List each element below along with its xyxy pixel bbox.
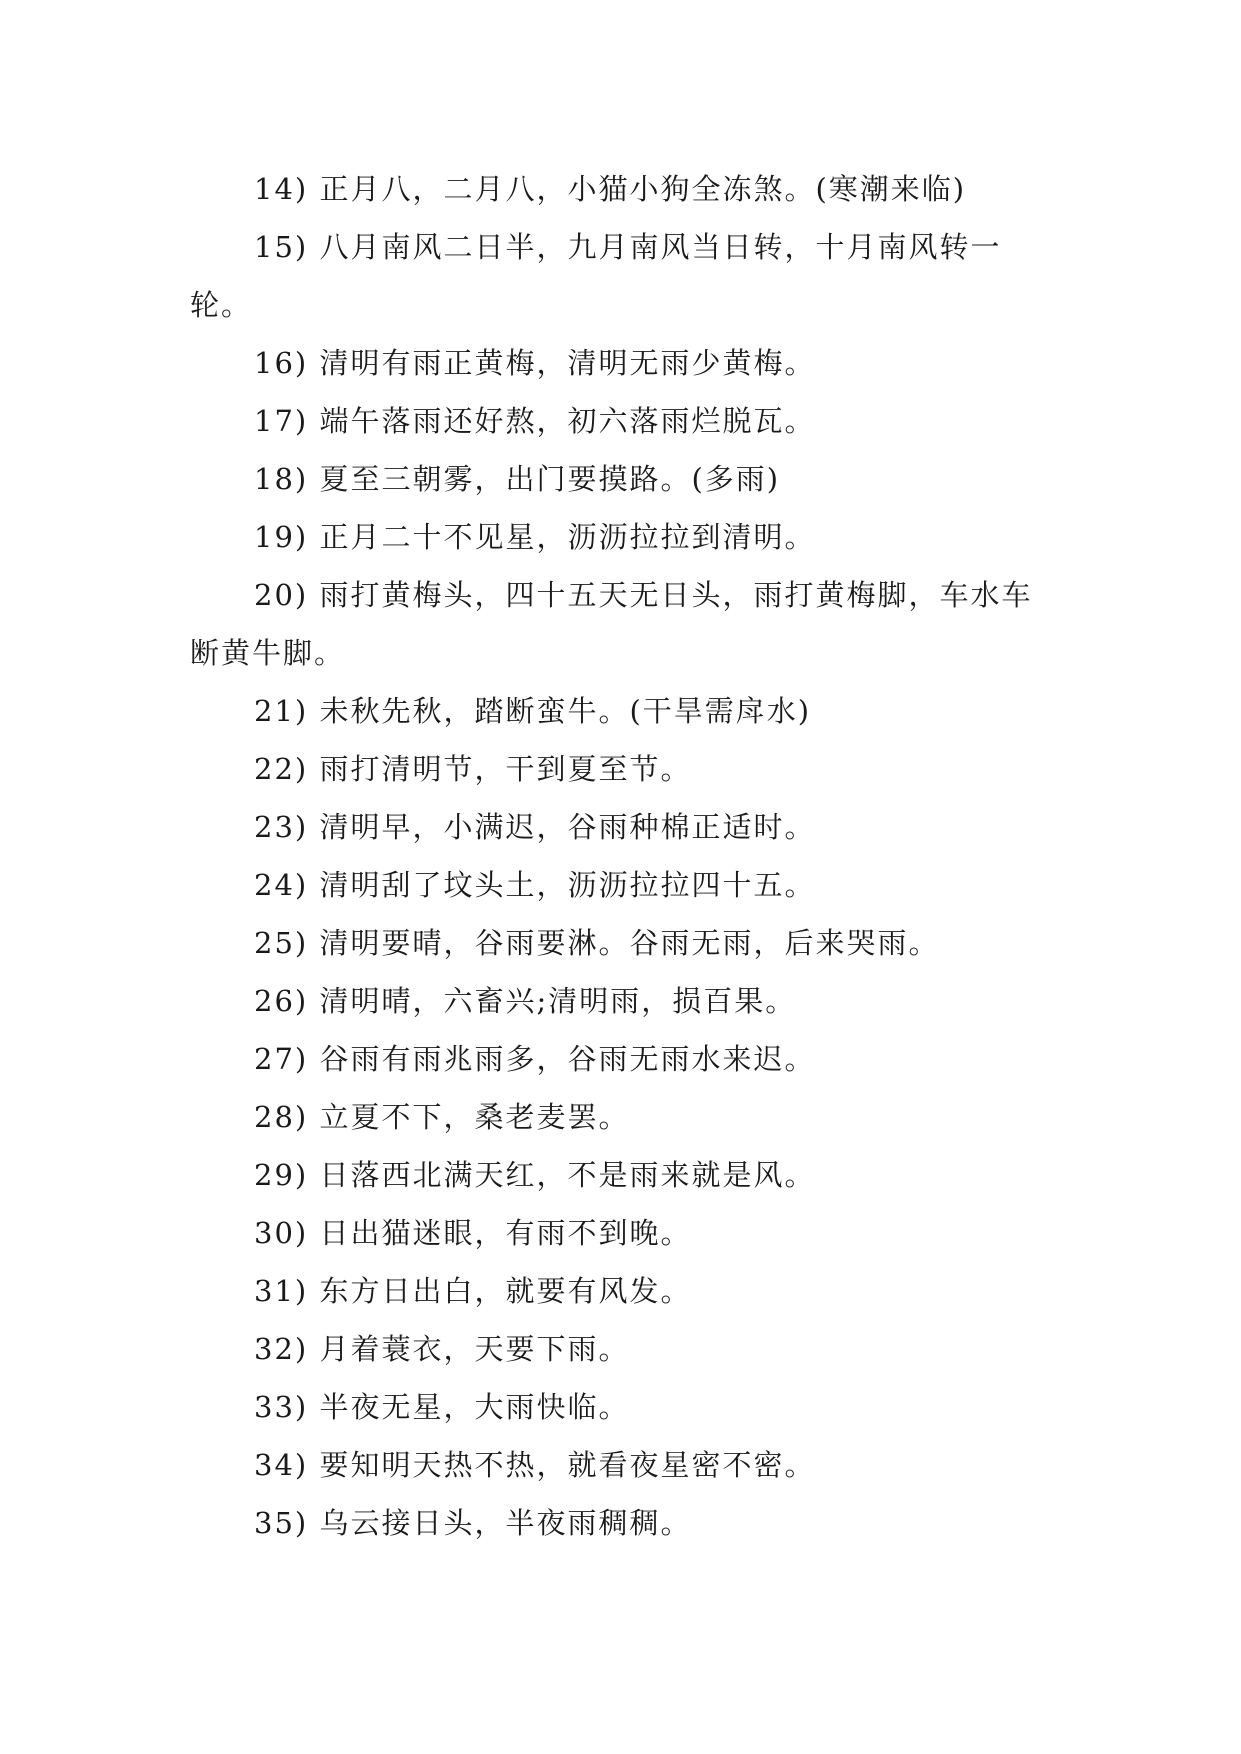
- list-item: [190, 218, 1050, 334]
- item-number: 23): [254, 810, 309, 844]
- item-number: 24): [254, 868, 309, 902]
- item-text: 夏至三朝雾，出门要摸路。(多雨): [319, 462, 781, 496]
- item-text: 清明晴，六畜兴;清明雨，损百果。: [319, 984, 797, 1018]
- item-number: 14): [254, 172, 309, 206]
- list-item: [190, 682, 1050, 740]
- list-item: [190, 160, 1050, 218]
- item-number: 29): [254, 1158, 309, 1192]
- item-text: 未秋先秋，踏断蛮牛。(干旱需戽水): [319, 694, 812, 728]
- list-item: [190, 334, 1050, 392]
- list-item: [190, 1146, 1050, 1204]
- list-item: [190, 566, 1050, 682]
- list-item: [190, 1378, 1050, 1436]
- item-number: 28): [254, 1100, 309, 1134]
- list-item: [190, 856, 1050, 914]
- list-item: [190, 1088, 1050, 1146]
- item-text: 要知明天热不热，就看夜星密不密。: [319, 1448, 816, 1482]
- item-text: 清明要晴，谷雨要淋。谷雨无雨，后来哭雨。: [319, 926, 940, 960]
- list-item: [190, 1030, 1050, 1088]
- item-text: 雨打清明节，干到夏至节。: [319, 752, 692, 786]
- list-item: [190, 1436, 1050, 1494]
- item-number: 16): [254, 346, 309, 380]
- item-text: 正月二十不见星，沥沥拉拉到清明。: [319, 520, 816, 554]
- list-item: [190, 914, 1050, 972]
- list-item: [190, 392, 1050, 450]
- item-number: 25): [254, 926, 309, 960]
- item-text: 日落西北满天红，不是雨来就是风。: [319, 1158, 816, 1192]
- item-number: 34): [254, 1448, 309, 1482]
- item-text: 雨打黄梅头，四十五天无日头，雨打黄梅脚，车水车断黄牛脚。: [190, 578, 1033, 670]
- item-text: 八月南风二日半，九月南风当日转，十月南风转一轮。: [190, 230, 1002, 322]
- item-text: 乌云接日头，半夜雨稠稠。: [319, 1506, 692, 1540]
- item-text: 端午落雨还好熬，初六落雨烂脱瓦。: [319, 404, 816, 438]
- item-number: 32): [254, 1332, 309, 1366]
- item-number: 17): [254, 404, 309, 438]
- list-item: [190, 972, 1050, 1030]
- item-text: 半夜无星，大雨快临。: [319, 1390, 630, 1424]
- item-number: 19): [254, 520, 309, 554]
- item-number: 18): [254, 462, 309, 496]
- item-number: 33): [254, 1390, 309, 1424]
- item-text: 立夏不下，桑老麦罢。: [319, 1100, 630, 1134]
- item-text: 日出猫迷眼，有雨不到晚。: [319, 1216, 692, 1250]
- proverb-list: [190, 160, 1050, 1552]
- item-text: 正月八，二月八，小猫小狗全冻煞。(寒潮来临): [319, 172, 967, 206]
- list-item: [190, 740, 1050, 798]
- list-item: [190, 1494, 1050, 1552]
- list-item: [190, 798, 1050, 856]
- list-item: [190, 450, 1050, 508]
- item-number: 31): [254, 1274, 309, 1308]
- list-item: [190, 1262, 1050, 1320]
- item-text: 清明有雨正黄梅，清明无雨少黄梅。: [319, 346, 816, 380]
- item-text: 清明早，小满迟，谷雨种棉正适时。: [319, 810, 816, 844]
- item-text: 东方日出白，就要有风发。: [319, 1274, 692, 1308]
- list-item: [190, 508, 1050, 566]
- item-number: 15): [254, 230, 309, 264]
- item-text: 月着蓑衣，天要下雨。: [319, 1332, 630, 1366]
- item-number: 22): [254, 752, 309, 786]
- list-item: [190, 1320, 1050, 1378]
- item-text: 清明刮了坟头土，沥沥拉拉四十五。: [319, 868, 816, 902]
- item-number: 21): [254, 694, 309, 728]
- item-number: 20): [254, 578, 309, 612]
- item-number: 26): [254, 984, 309, 1018]
- item-number: 30): [254, 1216, 309, 1250]
- list-item: [190, 1204, 1050, 1262]
- item-number: 35): [254, 1506, 309, 1540]
- item-number: 27): [254, 1042, 309, 1076]
- item-text: 谷雨有雨兆雨多，谷雨无雨水来迟。: [319, 1042, 816, 1076]
